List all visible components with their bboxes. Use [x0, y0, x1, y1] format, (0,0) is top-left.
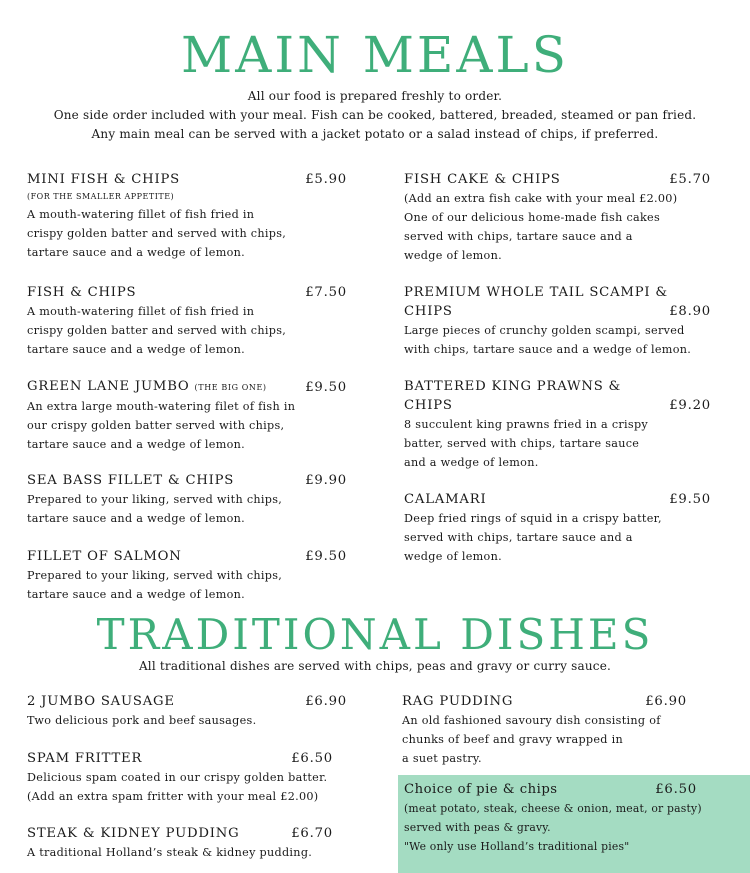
item-name: GREEN LANE JUMBO [27, 379, 190, 394]
item-name-cont: CHIPS [404, 398, 453, 413]
item-name: SPAM FRITTER [27, 751, 143, 766]
item-price: £9.50 [669, 492, 711, 507]
item-name: CALAMARI [404, 492, 487, 507]
item-note: (THE BIG ONE) [194, 383, 267, 392]
menu-item-calamari [404, 490, 711, 566]
menu-item-green-lane-jumbo [27, 377, 347, 454]
item-price: £6.90 [305, 694, 347, 709]
item-description: (meat potato, steak, cheese & onion, meat, or pasty) served with peas & gravy. "We only use Holland’s traditional pies" [404, 802, 702, 853]
item-price: £9.50 [305, 549, 347, 564]
item-description: An old fashioned savoury dish consisting of chunks of beef and gravy wrapped in a suet pastry. [402, 714, 661, 765]
item-description: A mouth-watering fillet of fish fried in crispy golden batter and served with chips, tartare sauce and a wedge of lemon. [27, 208, 287, 259]
item-description: (Add an extra fish cake with your meal £2.00) One of our delicious home-made fish cakes served with chips, tartare sauce and a wedge of lemon. [404, 192, 678, 262]
item-name: STEAK & KIDNEY PUDDING [27, 826, 240, 841]
menu-item-salmon [27, 547, 347, 604]
item-price: £5.70 [669, 172, 711, 187]
item-subtitle: (FOR THE SMALLER APPETITE) [27, 192, 175, 201]
item-price: £6.70 [291, 826, 333, 841]
traditional-dishes-heading: TRADITIONAL DISHES [96, 610, 654, 659]
item-price: £6.50 [291, 751, 333, 766]
item-description: Delicious spam coated in our crispy golden batter. (Add an extra spam fritter with your meal £2.00) [27, 771, 328, 803]
menu-item-fish-chips [27, 283, 347, 359]
menu-item-rag-pudding [402, 692, 687, 768]
item-name: PREMIUM WHOLE TAIL SCAMPI & [404, 285, 668, 300]
menu-item-spam-fritter [27, 749, 357, 806]
item-price: £9.20 [669, 398, 711, 413]
item-description: An extra large mouth-watering filet of fish in our crispy golden batter served with chips, tartare sauce and a wedge of lemon. [27, 400, 296, 451]
item-price: £6.50 [655, 782, 697, 797]
item-description: A mouth-watering fillet of fish fried in crispy golden batter and served with chips, tartare sauce and a wedge of lemon. [27, 305, 287, 356]
item-description: Large pieces of crunchy golden scampi, served with chips, tartare sauce and a wedge of lemon. [404, 324, 692, 356]
item-name: BATTERED KING PRAWNS & [404, 379, 622, 394]
menu-item-mini-fish-chips [27, 170, 347, 262]
menu-item-jumbo-sausage [27, 692, 347, 730]
menu-item-fish-cake [404, 170, 711, 265]
item-name: SEA BASS FILLET & CHIPS [27, 473, 235, 488]
intro-line: Any main meal can be served with a jacket potato or a salad instead of chips, if preferred. [91, 127, 659, 141]
item-name: FISH & CHIPS [27, 285, 137, 300]
menu-item-steak-kidney [27, 824, 357, 862]
item-name: 2 JUMBO SAUSAGE [27, 694, 175, 709]
item-description: Prepared to your liking, served with chips, tartare sauce and a wedge of lemon. [27, 493, 283, 525]
intro-line: All our food is prepared freshly to order. [247, 89, 503, 103]
item-description: Two delicious pork and beef sausages. [27, 714, 257, 727]
item-price: £7.50 [305, 285, 347, 300]
item-price: £5.90 [305, 172, 347, 187]
pie-and-chips-box [398, 775, 750, 873]
item-price: £9.90 [305, 473, 347, 488]
main-meals-heading: MAIN MEALS [181, 26, 569, 84]
menu-item-king-prawns [404, 377, 711, 472]
item-name: Choice of pie & chips [404, 782, 558, 797]
item-description: 8 succulent king prawns fried in a crispy batter, served with chips, tartare sauce and a wedge of lemon. [404, 418, 649, 469]
item-name: MINI FISH & CHIPS [27, 172, 180, 187]
menu-item-scampi [404, 283, 711, 359]
item-price: £9.50 [305, 380, 347, 395]
intro-line: One side order included with your meal. Fish can be cooked, battered, breaded, steamed or pan fried. [53, 108, 697, 122]
main-meals-intro [0, 87, 750, 144]
item-price: £6.90 [645, 694, 687, 709]
item-price: £8.90 [669, 304, 711, 319]
item-description: Prepared to your liking, served with chips, tartare sauce and a wedge of lemon. [27, 569, 283, 601]
item-name: FISH CAKE & CHIPS [404, 172, 561, 187]
item-name-cont: CHIPS [404, 304, 453, 319]
item-description: Deep fried rings of squid in a crispy batter, served with chips, tartare sauce and a wedge of lemon. [404, 512, 662, 563]
menu-item-sea-bass [27, 471, 347, 528]
item-name: FILLET OF SALMON [27, 549, 182, 564]
item-description: A traditional Holland’s steak & kidney pudding. [27, 846, 313, 859]
item-name: RAG PUDDING [402, 694, 514, 709]
traditional-intro: All traditional dishes are served with chips, peas and gravy or curry sauce. [138, 659, 612, 673]
